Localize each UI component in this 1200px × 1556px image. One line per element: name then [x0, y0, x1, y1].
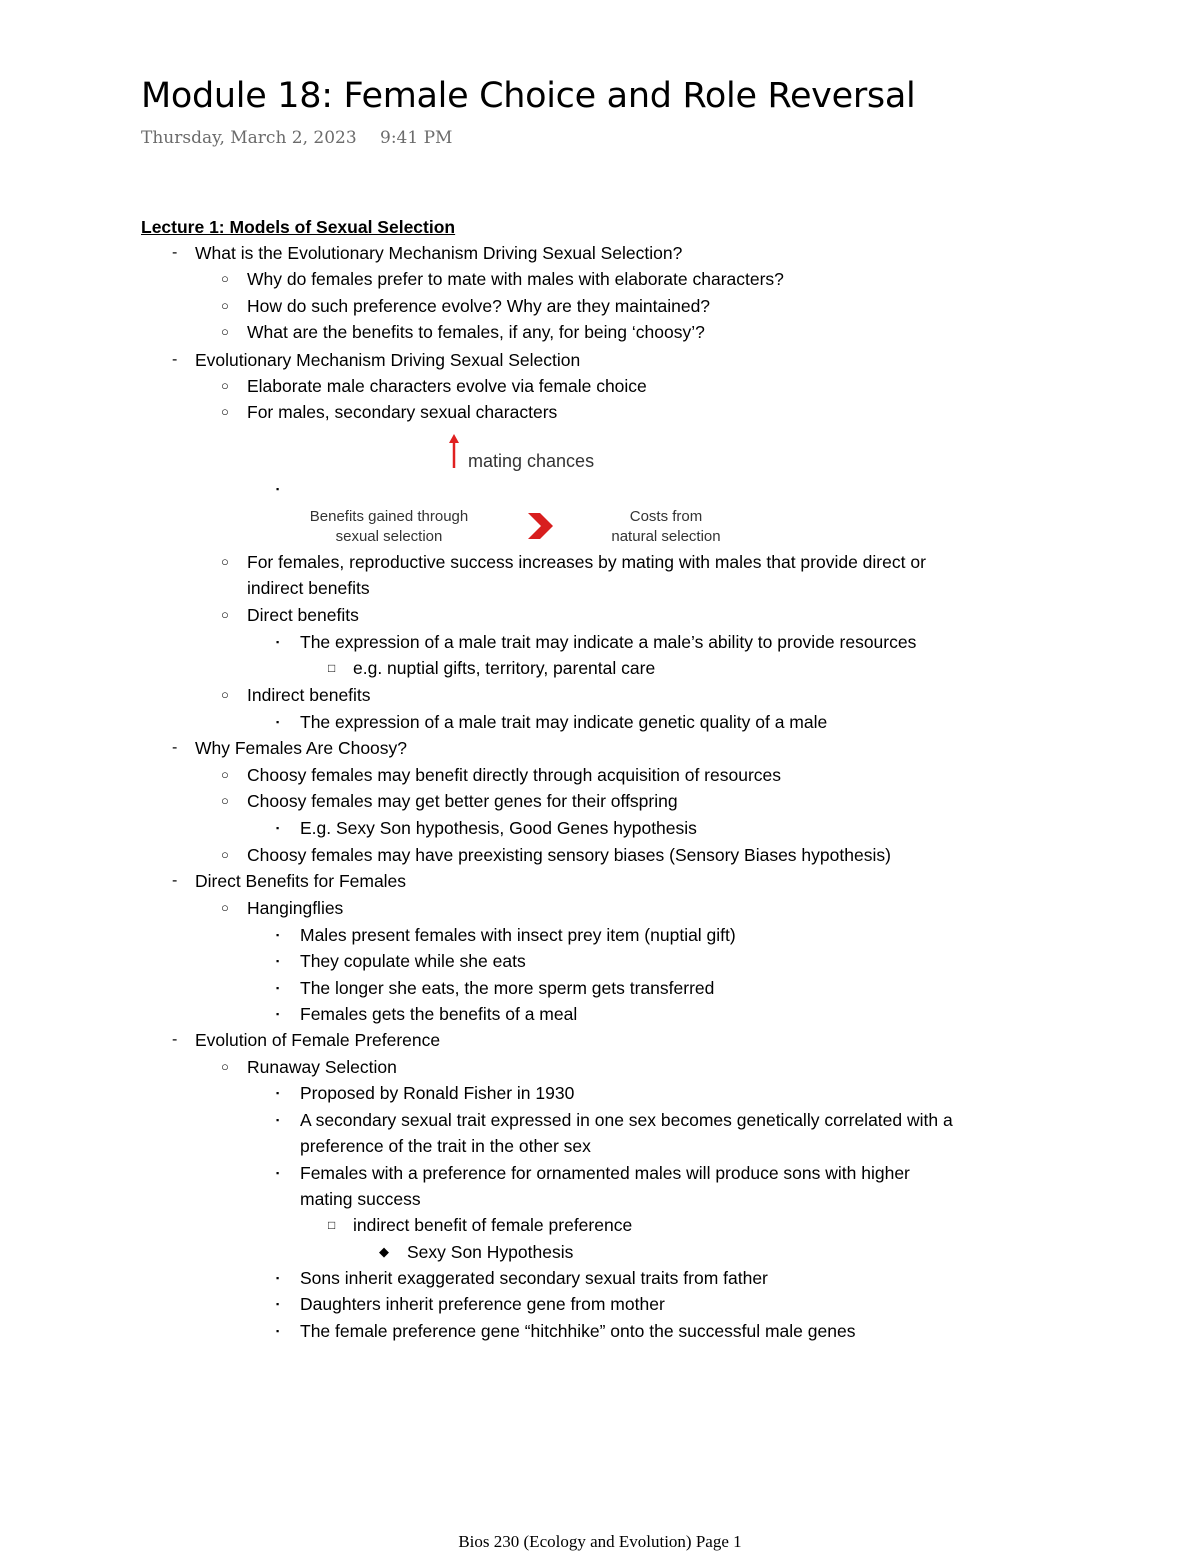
- circle-bullet-icon: ○: [221, 554, 229, 569]
- diagram-top-label: mating chances: [468, 451, 595, 471]
- square-bullet-icon: ▪: [276, 1088, 280, 1098]
- diagram-right-label-1: Costs from: [629, 508, 703, 525]
- circle-bullet-icon: ○: [221, 298, 229, 313]
- outline-line-level-3: Daughters inherit preference gene from mother: [300, 1294, 665, 1314]
- circle-bullet-icon: ○: [221, 404, 229, 419]
- outline-line-level-2: Choosy females may have preexisting sensory biases (Sensory Biases hypothesis): [247, 845, 891, 865]
- outline-line-level-1: Evolutionary Mechanism Driving Sexual Selection: [195, 350, 581, 370]
- outline-line-level-3: preference of the trait in the other sex: [300, 1136, 591, 1156]
- outline-line-level-3: mating success: [300, 1189, 421, 1209]
- outline-line-level-2: indirect benefits: [247, 578, 370, 598]
- outline-line-level-2: Why do females prefer to mate with males with elaborate characters?: [247, 269, 784, 289]
- outline-line-level-3: Males present females with insect prey item (nuptial gift): [300, 925, 736, 945]
- outline-line-level-1: Why Females Are Choosy?: [195, 738, 408, 758]
- outline-line-level-2: Elaborate male characters evolve via female choice: [247, 376, 647, 396]
- outline-line-level-4: e.g. nuptial gifts, territory, parental care: [353, 658, 656, 678]
- circle-bullet-icon: ○: [221, 607, 229, 622]
- circle-bullet-icon: ○: [221, 847, 229, 862]
- dash-bullet: -: [172, 244, 178, 261]
- mating-chances-diagram: [296, 432, 766, 547]
- square-bullet-icon: ▪: [276, 637, 280, 647]
- square-bullet-icon: ▪: [276, 1299, 280, 1309]
- square-bullet-icon: ▪: [276, 1009, 280, 1019]
- square-bullet-icon: ▪: [276, 1273, 280, 1283]
- diagram-left-label-2: sexual selection: [335, 528, 443, 545]
- dash-bullet: -: [172, 739, 178, 756]
- circle-bullet-icon: ○: [221, 271, 229, 286]
- circle-bullet-icon: ○: [221, 900, 229, 915]
- lecture-heading: Lecture 1: Models of Sexual Selection: [141, 217, 456, 237]
- dash-bullet: -: [172, 351, 178, 368]
- outline-line-level-4: indirect benefit of female preference: [353, 1215, 633, 1235]
- outline-line-level-3: The expression of a male trait may indicate a male’s ability to provide resources: [300, 632, 917, 652]
- outline-line-level-3: E.g. Sexy Son hypothesis, Good Genes hypothesis: [300, 818, 697, 838]
- square-bullet-icon: ▪: [276, 823, 280, 833]
- note-time: 9:41 PM: [380, 128, 453, 148]
- outline-line-level-2: How do such preference evolve? Why are they maintained?: [247, 296, 711, 316]
- page-footer: Bios 230 (Ecology and Evolution) Page 1: [458, 1532, 742, 1551]
- outline-line-level-3: The expression of a male trait may indicate genetic quality of a male: [300, 712, 828, 732]
- square-bullet-icon: ▪: [276, 717, 280, 727]
- diagram-right-label-2: natural selection: [611, 528, 721, 545]
- outline-line-level-1: Evolution of Female Preference: [195, 1030, 441, 1050]
- up-arrow-head-icon: [449, 434, 459, 443]
- circle-bullet-icon: ○: [221, 793, 229, 808]
- outline-line-level-2: Choosy females may benefit directly through acquisition of resources: [247, 765, 782, 785]
- outline-line-level-2: Indirect benefits: [247, 685, 371, 705]
- outline-line-level-3: Sons inherit exaggerated secondary sexual traits from father: [300, 1268, 768, 1288]
- greater-than-chevron-icon: [528, 513, 553, 539]
- page-title: Module 18: Female Choice and Role Reversal: [141, 76, 916, 116]
- square-bullet-icon: ▪: [276, 983, 280, 993]
- outline-line-level-3: A secondary sexual trait expressed in one sex becomes genetically correlated with a: [300, 1110, 953, 1130]
- note-date: Thursday, March 2, 2023: [141, 128, 357, 148]
- open-square-bullet-icon: □: [328, 661, 336, 675]
- dash-bullet: -: [172, 1031, 178, 1048]
- outline-line-level-1: Direct Benefits for Females: [195, 871, 407, 891]
- outline-line-level-3: The female preference gene “hitchhike” onto the successful male genes: [300, 1321, 856, 1341]
- outline-line-level-2: Direct benefits: [247, 605, 359, 625]
- outline-line-level-3: Females with a preference for ornamented males will produce sons with higher: [300, 1163, 910, 1183]
- square-bullet-icon: ▪: [276, 1115, 280, 1125]
- circle-bullet-icon: ○: [221, 1059, 229, 1074]
- outline-line-level-1: What is the Evolutionary Mechanism Driving Sexual Selection?: [195, 243, 683, 263]
- diamond-bullet-icon: ◆: [379, 1244, 389, 1259]
- square-bullet-icon: ▪: [276, 484, 280, 494]
- outline-line-level-2: Choosy females may get better genes for their offspring: [247, 791, 678, 811]
- circle-bullet-icon: ○: [221, 767, 229, 782]
- circle-bullet-icon: ○: [221, 687, 229, 702]
- circle-bullet-icon: ○: [221, 324, 229, 339]
- open-square-bullet-icon: □: [328, 1218, 336, 1232]
- outline-line-level-3: Females gets the benefits of a meal: [300, 1004, 578, 1024]
- square-bullet-icon: ▪: [276, 1168, 280, 1178]
- square-bullet-icon: ▪: [276, 1326, 280, 1336]
- circle-bullet-icon: ○: [221, 378, 229, 393]
- outline-line-level-2: What are the benefits to females, if any, for being ‘choosy’?: [247, 322, 705, 342]
- dash-bullet: -: [172, 872, 178, 889]
- outline-line-level-3: They copulate while she eats: [300, 951, 526, 971]
- square-bullet-icon: ▪: [276, 956, 280, 966]
- diagram-left-label-1: Benefits gained through: [309, 508, 469, 525]
- outline-line-level-2: Hangingflies: [247, 898, 344, 918]
- square-bullet-icon: ▪: [276, 930, 280, 940]
- outline-line-level-3: Proposed by Ronald Fisher in 1930: [300, 1083, 575, 1103]
- outline-line-level-2: For males, secondary sexual characters: [247, 402, 558, 422]
- outline-line-level-2: For females, reproductive success increases by mating with males that provide direct or: [247, 552, 926, 572]
- outline-line-level-5: Sexy Son Hypothesis: [407, 1242, 574, 1262]
- outline-line-level-3: The longer she eats, the more sperm gets transferred: [300, 978, 715, 998]
- outline-line-level-2: Runaway Selection: [247, 1057, 397, 1077]
